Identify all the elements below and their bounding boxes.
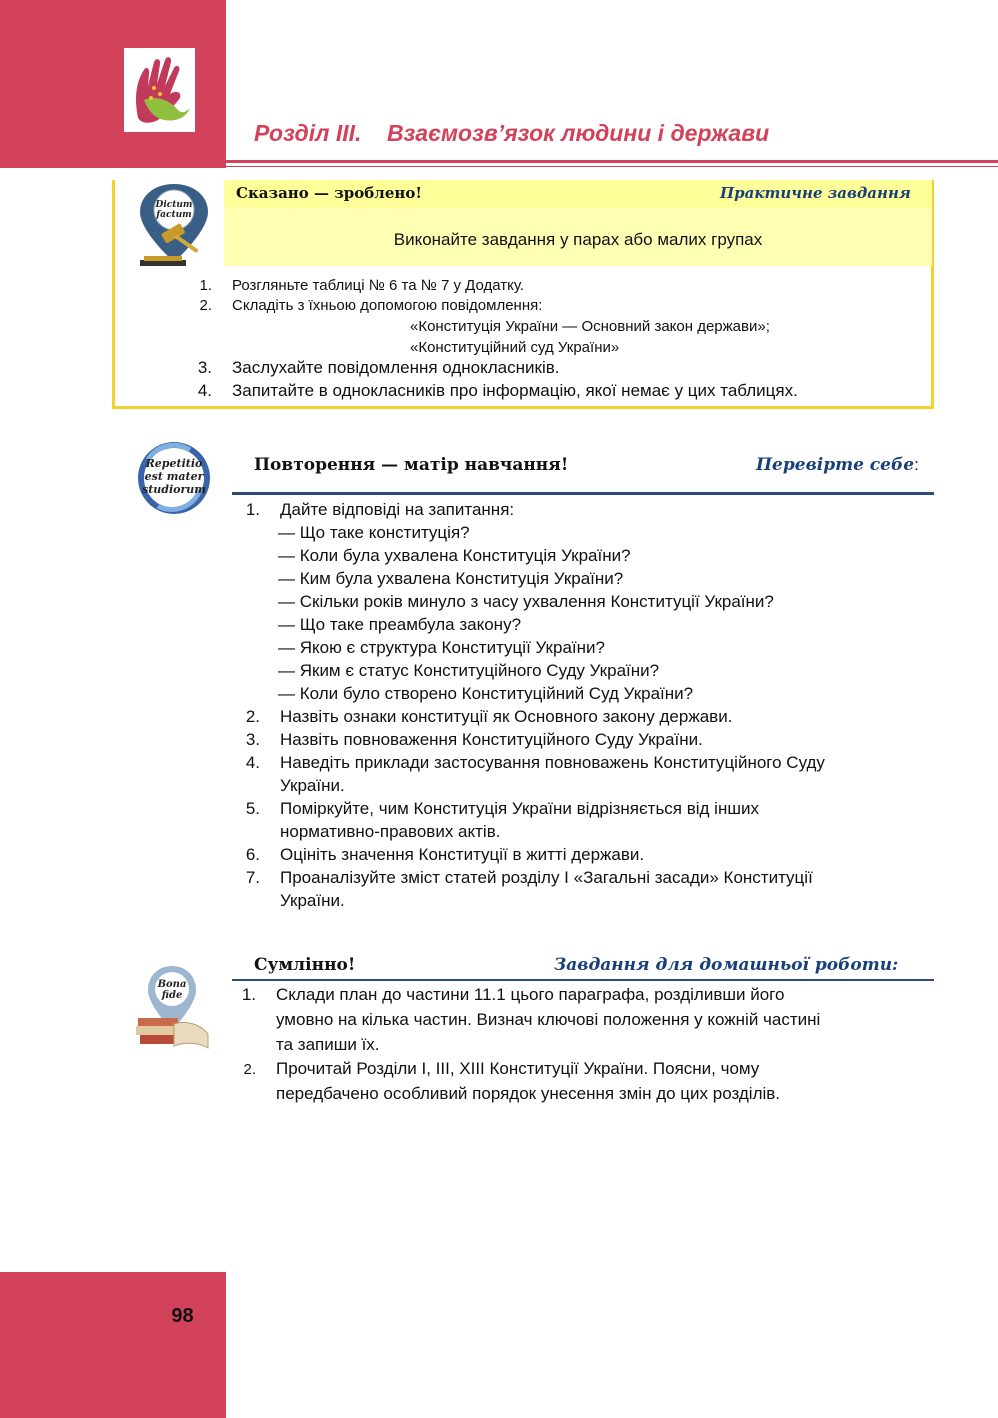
bona-label-1: Bona: [157, 979, 187, 990]
dictum-label-1: Dictum: [155, 200, 193, 210]
list-item: «Конституційний суд України»: [410, 339, 620, 356]
list-item: Дайте відповіді на запитання:: [280, 500, 515, 519]
list-number: 1.: [199, 277, 212, 294]
list-item: Оцініть значення Конституції в житті держави.: [280, 845, 645, 864]
practical-heading: Сказано — зроблено!: [236, 184, 422, 202]
list-number: 3.: [245, 730, 260, 749]
bona-label-2: fide: [161, 990, 183, 1001]
list-number: 7.: [245, 868, 260, 887]
list-item-continued: та запиши їх.: [276, 1035, 380, 1054]
review-tag-suffix: :: [914, 455, 919, 474]
review-divider: [232, 492, 934, 495]
question-item: — Коли була ухвалена Конституція України?: [278, 546, 631, 565]
practical-tag: Практичне завдання: [720, 184, 911, 202]
list-number: 5.: [245, 799, 260, 818]
question-item: — Ким була ухвалена Конституція України?: [278, 569, 624, 588]
list-number: 6.: [245, 845, 260, 864]
question-item: — Що таке преамбула закону?: [278, 615, 522, 634]
page-number: 98: [171, 1305, 194, 1327]
list-item: Прочитай Розділи І, ІІІ, ХІІІ Конституції України. Поясни, чому: [276, 1059, 760, 1078]
list-number: 1.: [241, 985, 256, 1004]
list-number: 4.: [197, 381, 212, 400]
list-number: 2.: [199, 297, 212, 314]
list-item: «Конституція України — Основний закон держави»;: [410, 318, 770, 335]
cycle-arrows-icon: [134, 440, 214, 523]
review-tag: Перевірте себе: [756, 455, 915, 475]
hand-dove-icon: [124, 48, 195, 132]
review-heading: Повторення — матір навчання!: [254, 455, 569, 475]
list-item: Проаналізуйте зміст статей розділу І «Загальні засади» Конституції: [280, 868, 813, 887]
list-number: 3.: [197, 358, 212, 377]
list-item-continued: нормативно-правових актів.: [280, 822, 501, 841]
repetitio-label-2: est mater: [144, 470, 204, 483]
books-icon: [134, 964, 212, 1059]
repetitio-label-3: studiorum: [142, 483, 206, 496]
list-item: Назвіть повноваження Конституційного Суду України.: [280, 730, 703, 749]
list-item: Поміркуйте, чим Конституція України відрізняється від інших: [280, 799, 759, 818]
list-item: Розгляньте таблиці № 6 та № 7 у Додатку.: [232, 277, 525, 294]
review-tag-wrap: [756, 455, 919, 475]
dictum-label-2: factum: [156, 210, 192, 220]
list-item-continued: передбачено особливий порядок унесення змін до цих розділів.: [276, 1084, 781, 1103]
list-item: Наведіть приклади застосування повноважень Конституційного Суду: [280, 753, 825, 772]
list-number: 2.: [243, 1061, 256, 1078]
header-divider-thin: [226, 166, 998, 167]
question-item: — Яким є статус Конституційного Суду України?: [278, 661, 660, 680]
question-item: — Якою є структура Конституції України?: [278, 638, 605, 657]
list-number: 2.: [245, 707, 260, 726]
list-item-continued: України.: [280, 891, 345, 910]
list-item: Запитайте в однокласників про інформацію, якої немає у цих таблицях.: [232, 381, 798, 400]
practical-instruction: Виконайте завдання у парах або малих групах: [393, 230, 763, 249]
question-item: — Скільки років минуло з часу ухвалення Конституції України?: [278, 592, 774, 611]
list-item-continued: України.: [280, 776, 345, 795]
list-item: Складіть з їхньою допомогою повідомлення:: [232, 297, 543, 314]
chapter-title: Розділ ІІІ. Взаємозв’язок людини і держави: [254, 120, 770, 146]
homework-divider: [232, 979, 934, 981]
list-item: Назвіть ознаки конституції як Основного закону держави.: [280, 707, 733, 726]
homework-heading: Сумлінно!: [254, 955, 356, 975]
list-item: Склади план до частини 11.1 цього параграфа, розділивши його: [276, 985, 785, 1004]
repetitio-label-1: Repetitio: [145, 457, 203, 470]
gavel-icon: [134, 182, 214, 275]
homework-tag: Завдання для домашньої роботи:: [554, 955, 899, 975]
question-item: — Коли було створено Конституційний Суд України?: [278, 684, 694, 703]
list-number: 1.: [245, 500, 260, 519]
footer-band: [0, 1272, 226, 1418]
list-item: Заслухайте повідомлення однокласників.: [232, 358, 560, 377]
question-item: — Що таке конституція?: [278, 523, 470, 542]
list-number: 4.: [245, 753, 260, 772]
list-item-continued: умовно на кілька частин. Визнач ключові положення у кожній частині: [276, 1010, 821, 1029]
header-divider: [226, 160, 998, 163]
